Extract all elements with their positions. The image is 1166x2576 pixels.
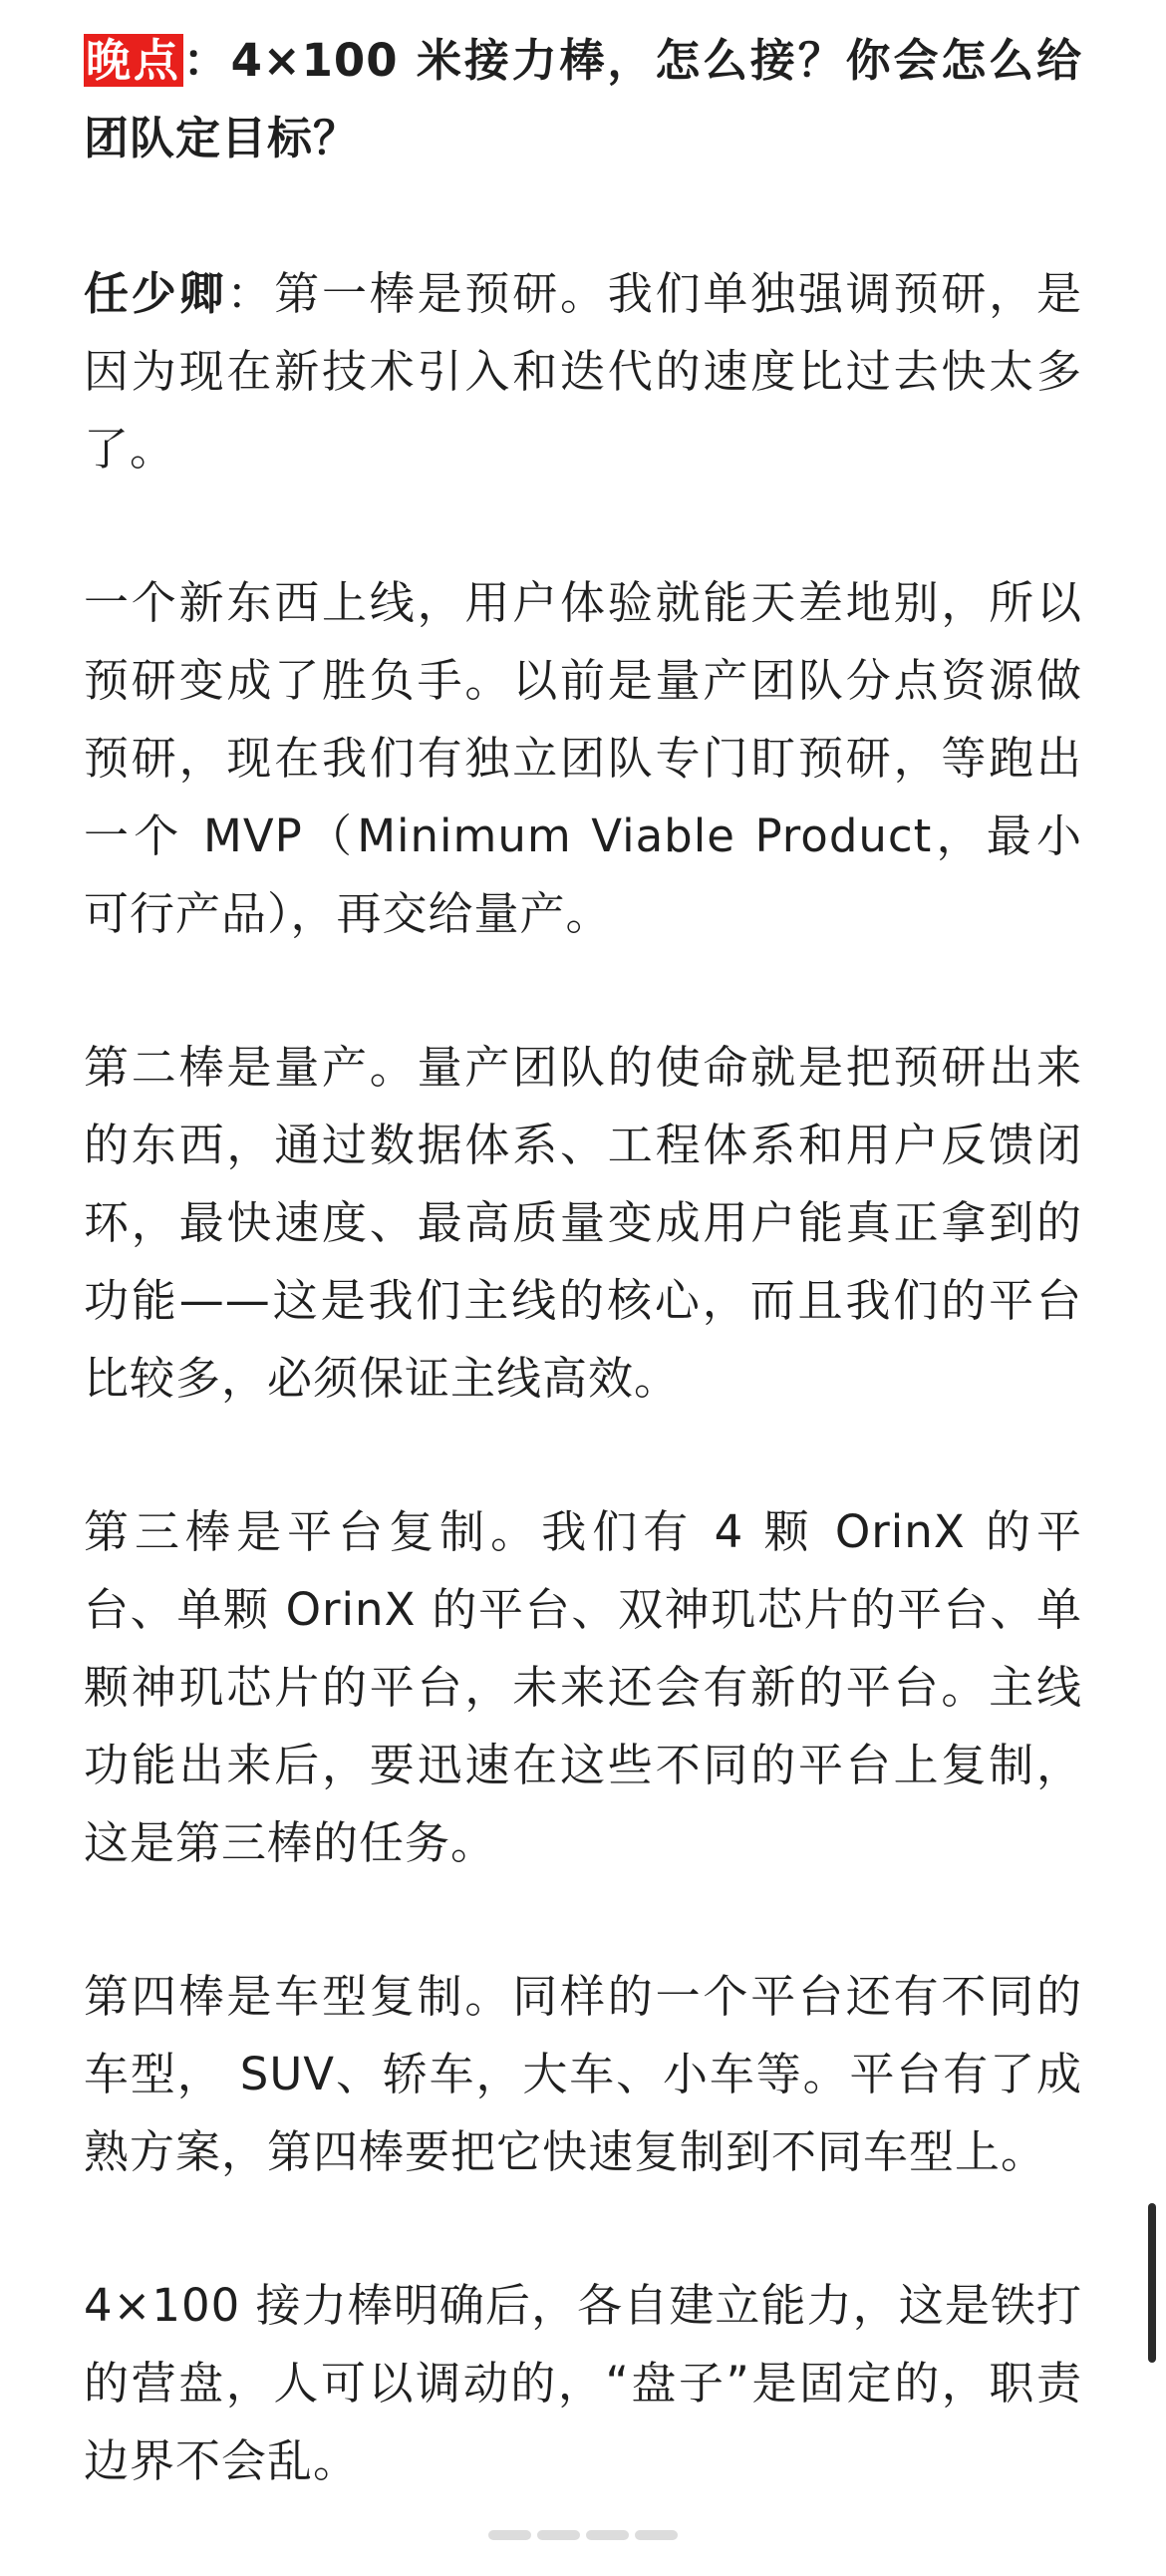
paragraph-mass-production: 第二棒是量产。量产团队的使命就是把预研出来的东西，通过数据体系、工程体系和用户反馈闭环，最快速度、最高质量变成用户能真正拿到的功能——这是我们主线的核心，而且我们的平台比较多，必须保证主线高效。 xyxy=(84,1041,1082,1405)
paragraph-model-replication: 第四棒是车型复制。同样的一个平台还有不同的车型， SUV、轿车，大车、小车等。平台有了成熟方案，第四棒要把它快速复制到不同车型上。 xyxy=(84,1970,1082,2178)
speaker-name: 任少卿 xyxy=(84,267,227,320)
scrollbar-thumb[interactable] xyxy=(1148,2203,1156,2363)
question-paragraph xyxy=(84,22,1082,177)
answer-intro-text: 第一棒是预研。我们单独强调预研，是因为现在新技术引入和迭代的速度比过去快太多了。 xyxy=(84,267,1082,476)
paragraph-preresearch: 一个新东西上线，用户体验就能天差地别，所以预研变成了胜负手。以前是量产团队分点资源做预研，现在我们有独立团队专门盯预研，等跑出一个 MVP（Minimum Viable Product，最小可行产品），再交给量产。 xyxy=(84,576,1082,940)
interviewer-tag: 晚点 xyxy=(86,34,181,87)
paragraph-platform-replication: 第三棒是平台复制。我们有 4 颗 OrinX 的平台、单颗 OrinX 的平台、双神玑芯片的平台、单颗神玑芯片的平台，未来还会有新的平台。主线功能出来后，要迅速在这些不同的平台上复制，这是第三棒的任务。 xyxy=(84,1505,1082,1869)
answer-intro-paragraph xyxy=(84,255,1082,488)
answer-separator: ： xyxy=(226,267,275,320)
question-separator: ： xyxy=(182,34,231,87)
watermark-icon xyxy=(488,2522,678,2548)
paragraph-conclusion: 4×100 接力棒明确后，各自建立能力，这是铁打的营盘，人可以调动的，“盘子”是固定的，职责边界不会乱。 xyxy=(84,2279,1082,2487)
question-text: 4×100 米接力棒，怎么接？你会怎么给团队定目标？ xyxy=(84,34,1082,164)
article-body xyxy=(84,22,1082,2576)
